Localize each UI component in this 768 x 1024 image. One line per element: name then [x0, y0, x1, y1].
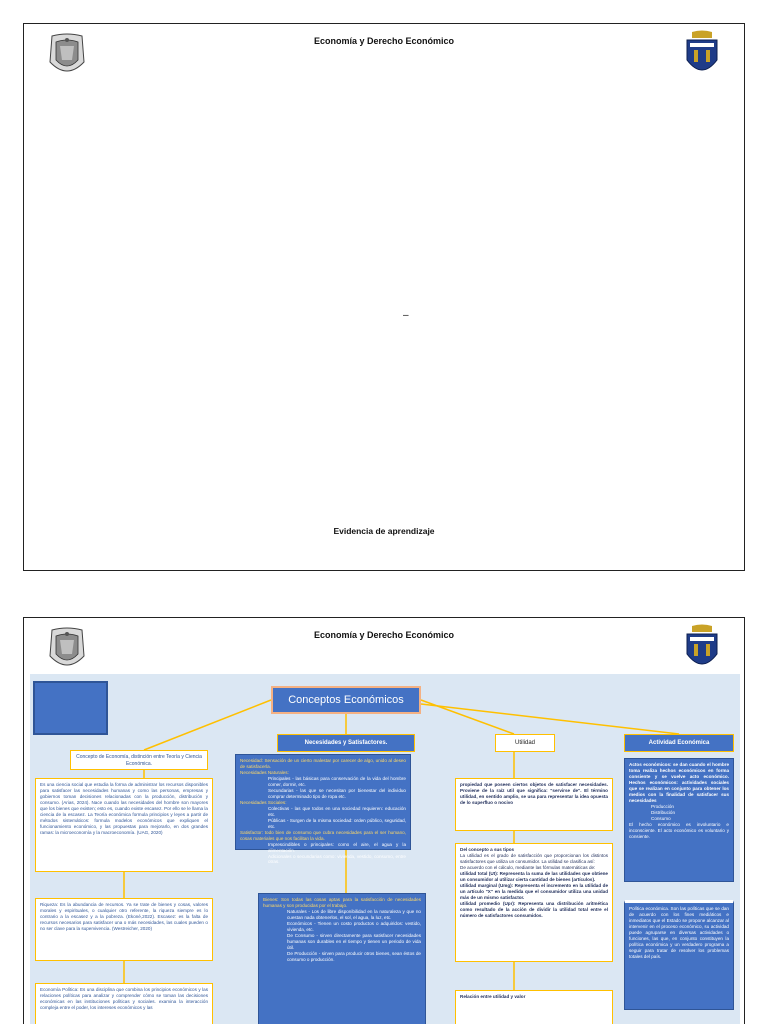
necesidad-line: Necesidades Sociales:: [240, 799, 287, 805]
utilidad-tipos-box: [455, 843, 613, 962]
utilidad-tipos-line: utilidad promedio (Upr): Representa una distribución aritmética como resultado de la acción de dividir la utilidad total entre el número de satisfactores consumidos.: [460, 900, 608, 918]
bienes-box: [258, 893, 426, 1024]
evidence-label: Evidencia de aprendizaje: [333, 526, 435, 536]
necesidad-line: Secundarias - las que se necesitan por bienestar del individuo comprar determinado tipo de ropa etc.: [268, 787, 406, 799]
dash-mark: –: [403, 310, 409, 321]
concepto-economia-heading: Concepto de Economía, distinción entre Teoría y Ciencia Económica.: [70, 750, 208, 770]
economia-politica-text: Economía Política: Es una disciplina que combina los principios económicos y las relaciones políticas para analizar y comprender cómo se toman las decisiones económicas en las instituciones políticas y sociales. examina la interacción compleja entre el poder, los intereses económicos y las: [35, 983, 213, 1024]
actos-line: Actos económicos: se dan cuando el hombre toma realiza hechos económicos en forma consiente y se vuelve acto económico. Hechos económicos: actividades sociales que se realizan en conjunto para obtener los medios con la finalidad de satisfacer sus necesidades: [629, 762, 729, 803]
utilidad-tipos-line: utilidad total (Ut): Representa la suma de las utilidades que obtiene un consumidor al utilizar cierta cantidad de bienes (artículos).: [460, 870, 608, 882]
utilidad-tipos-line: utilidad marginal (Umg): Representa el incremento en la utilidad de un artículo "X" en la medida que el consumidor utiliza una unidad más de un mismo satisfactor.: [460, 882, 608, 900]
bienes-line: De Producción - sirven para producir otros bienes, sean éstos de consumo o producción.: [287, 950, 421, 962]
utilidad-tipos-line: De acuerdo con el cálculo, mediante las fórmulas matemáticas de:: [460, 864, 596, 870]
actos-line: Distribución: [651, 809, 675, 815]
utilidad-tipos-line: La utilidad es el grado de satisfacción que proporcionan los distintos satisfactores que utiliza un consumidor. La utilidad se clasifica así:: [460, 852, 608, 864]
concept-map-slide: [23, 617, 745, 1024]
necesidad-line: Necesidad: Sensación de un cierto malestar por carecer de algo, unido al deseo de satisfacerla.: [240, 758, 406, 769]
actos-line: El hecho económico es involuntario e inconsciente. El acto económico es voluntario y consiente.: [629, 821, 729, 839]
slide-title: Economía y Derecho Económico: [313, 36, 455, 46]
bienes-line: Bienes: Son todas las cosas aptas para la satisfacción de necesidades humanas y son producidas por el trabajo.: [263, 897, 421, 908]
actos-economicos-box: [624, 758, 734, 882]
branch-necesidades: Necesidades y Satisfactores.: [277, 734, 415, 752]
necesidad-line: Colectivas - las que todos en una sociedad requieren: educación etc.: [268, 805, 406, 817]
actos-line: Producción: [651, 803, 674, 809]
branch-actividad: Actividad Económica: [624, 734, 734, 752]
cover-slide: [23, 23, 745, 571]
map-title: Conceptos Económicos: [271, 686, 421, 714]
necesidad-line: Adicionales o secundarias como: vivienda, vestido, consumo, entre otras.: [268, 853, 406, 865]
bienes-line: Económicos - Tienen un costo productos o adquiridos: vestido, vivienda, etc.: [287, 920, 421, 932]
concepto-economia-text: Es una ciencia social que estudia la forma de administrar los recursos disponibles para satisfacer las necesidades humanas y como las personas, empresas y gobiernos toman decisiones relacionadas con la producción, distribución y consumo. (Arias, 2024). Nace cuando las necesidades del hombre son mayores que los bienes que existen; esto es, cuando existe escasez. Por ello se le llama la ciencia de la escasez. La Teoría económica formula principios y leyes a partir de métodos sistemáticos: formula modelos económicos que expliquen el funcionamiento económico, y las propuestas para mejorarlo, en dos grandes ramas: la microeconomía y la macroeconomía. (UAG, 2020): [35, 778, 213, 872]
necesidad-line: Públicas - Surgen de la misma sociedad: orden público, seguridad, etc.: [268, 817, 406, 829]
riqueza-text: Riqueza: Es la abundancia de recursos. Ya se trate de bienes y cosas, valores morales y espirituales, o cualquier otro referente, la riqueza siempre es lo contrario a la escasez y a la pobreza. (Ekoné,2022). Escasez: es la falta de recursos necesarios para satisfacer una o más necesidades, las cuales pueden o no ser clave para la supervivencia. (Westreicher, 2020): [35, 898, 213, 961]
fca-shield-icon: [684, 30, 720, 80]
utilidad-tipos-line: Del concepto a sus tipos: [460, 847, 515, 852]
necesidad-line: Principales - las básicas para conservación de la vida del hombre comer, dormir, etc.: [268, 775, 406, 787]
actos-line: Consumo: [651, 815, 671, 821]
politica-economica-box: Política económica. Son las políticas que se dan de acuerdo con los fines mediáticos e inmediatos que el Estado se propone alcanzar al intervenir en el proceso económico, su actividad puede agruparse en diversas actividades o funciones, las que, en conjunto constituyen la política económica y un verdadero programa a seguir para tratar de resolver los problemas totales del país.: [624, 900, 734, 1010]
branch-utilidad: Utilidad: [495, 734, 555, 752]
necesidad-line: Satisfactor: todo bien de consumo que cubra necesidades para el ser humano, cosas materiales que nos facilitan la vida.: [240, 829, 406, 841]
necesidad-box: [235, 754, 411, 865]
necesidad-line: Imprescindibles o principales: como el aire, el agua y la alimentación.: [268, 841, 406, 853]
blank-blue-box: [33, 681, 108, 735]
bienes-line: Naturales - Los de libre disponibilidad en la naturaleza y que no cuestan nada obtenerlos, el sol, el agua, la luz, etc.: [287, 908, 421, 920]
relacion-utilidad-valor: Relación entre utilidad y valor: [455, 990, 613, 1024]
bienes-line: De Consumo - sirven directamente para satisfacer necesidades humanas son durables en el tiempo y tienen un periodo de vida útil.: [287, 932, 421, 950]
utilidad-definicion: propiedad que poseen ciertos objetos de satisfacer necesidades. Proviene de la raíz util que significa: "servirse de". El término utilidad, en sentido amplio, se usa para representar la idea opuesta de lo superfluo o nocivo: [455, 778, 613, 831]
slide-title: Economía y Derecho Económico: [313, 630, 455, 640]
necesidad-line: Necesidades Naturales:: [240, 769, 289, 775]
